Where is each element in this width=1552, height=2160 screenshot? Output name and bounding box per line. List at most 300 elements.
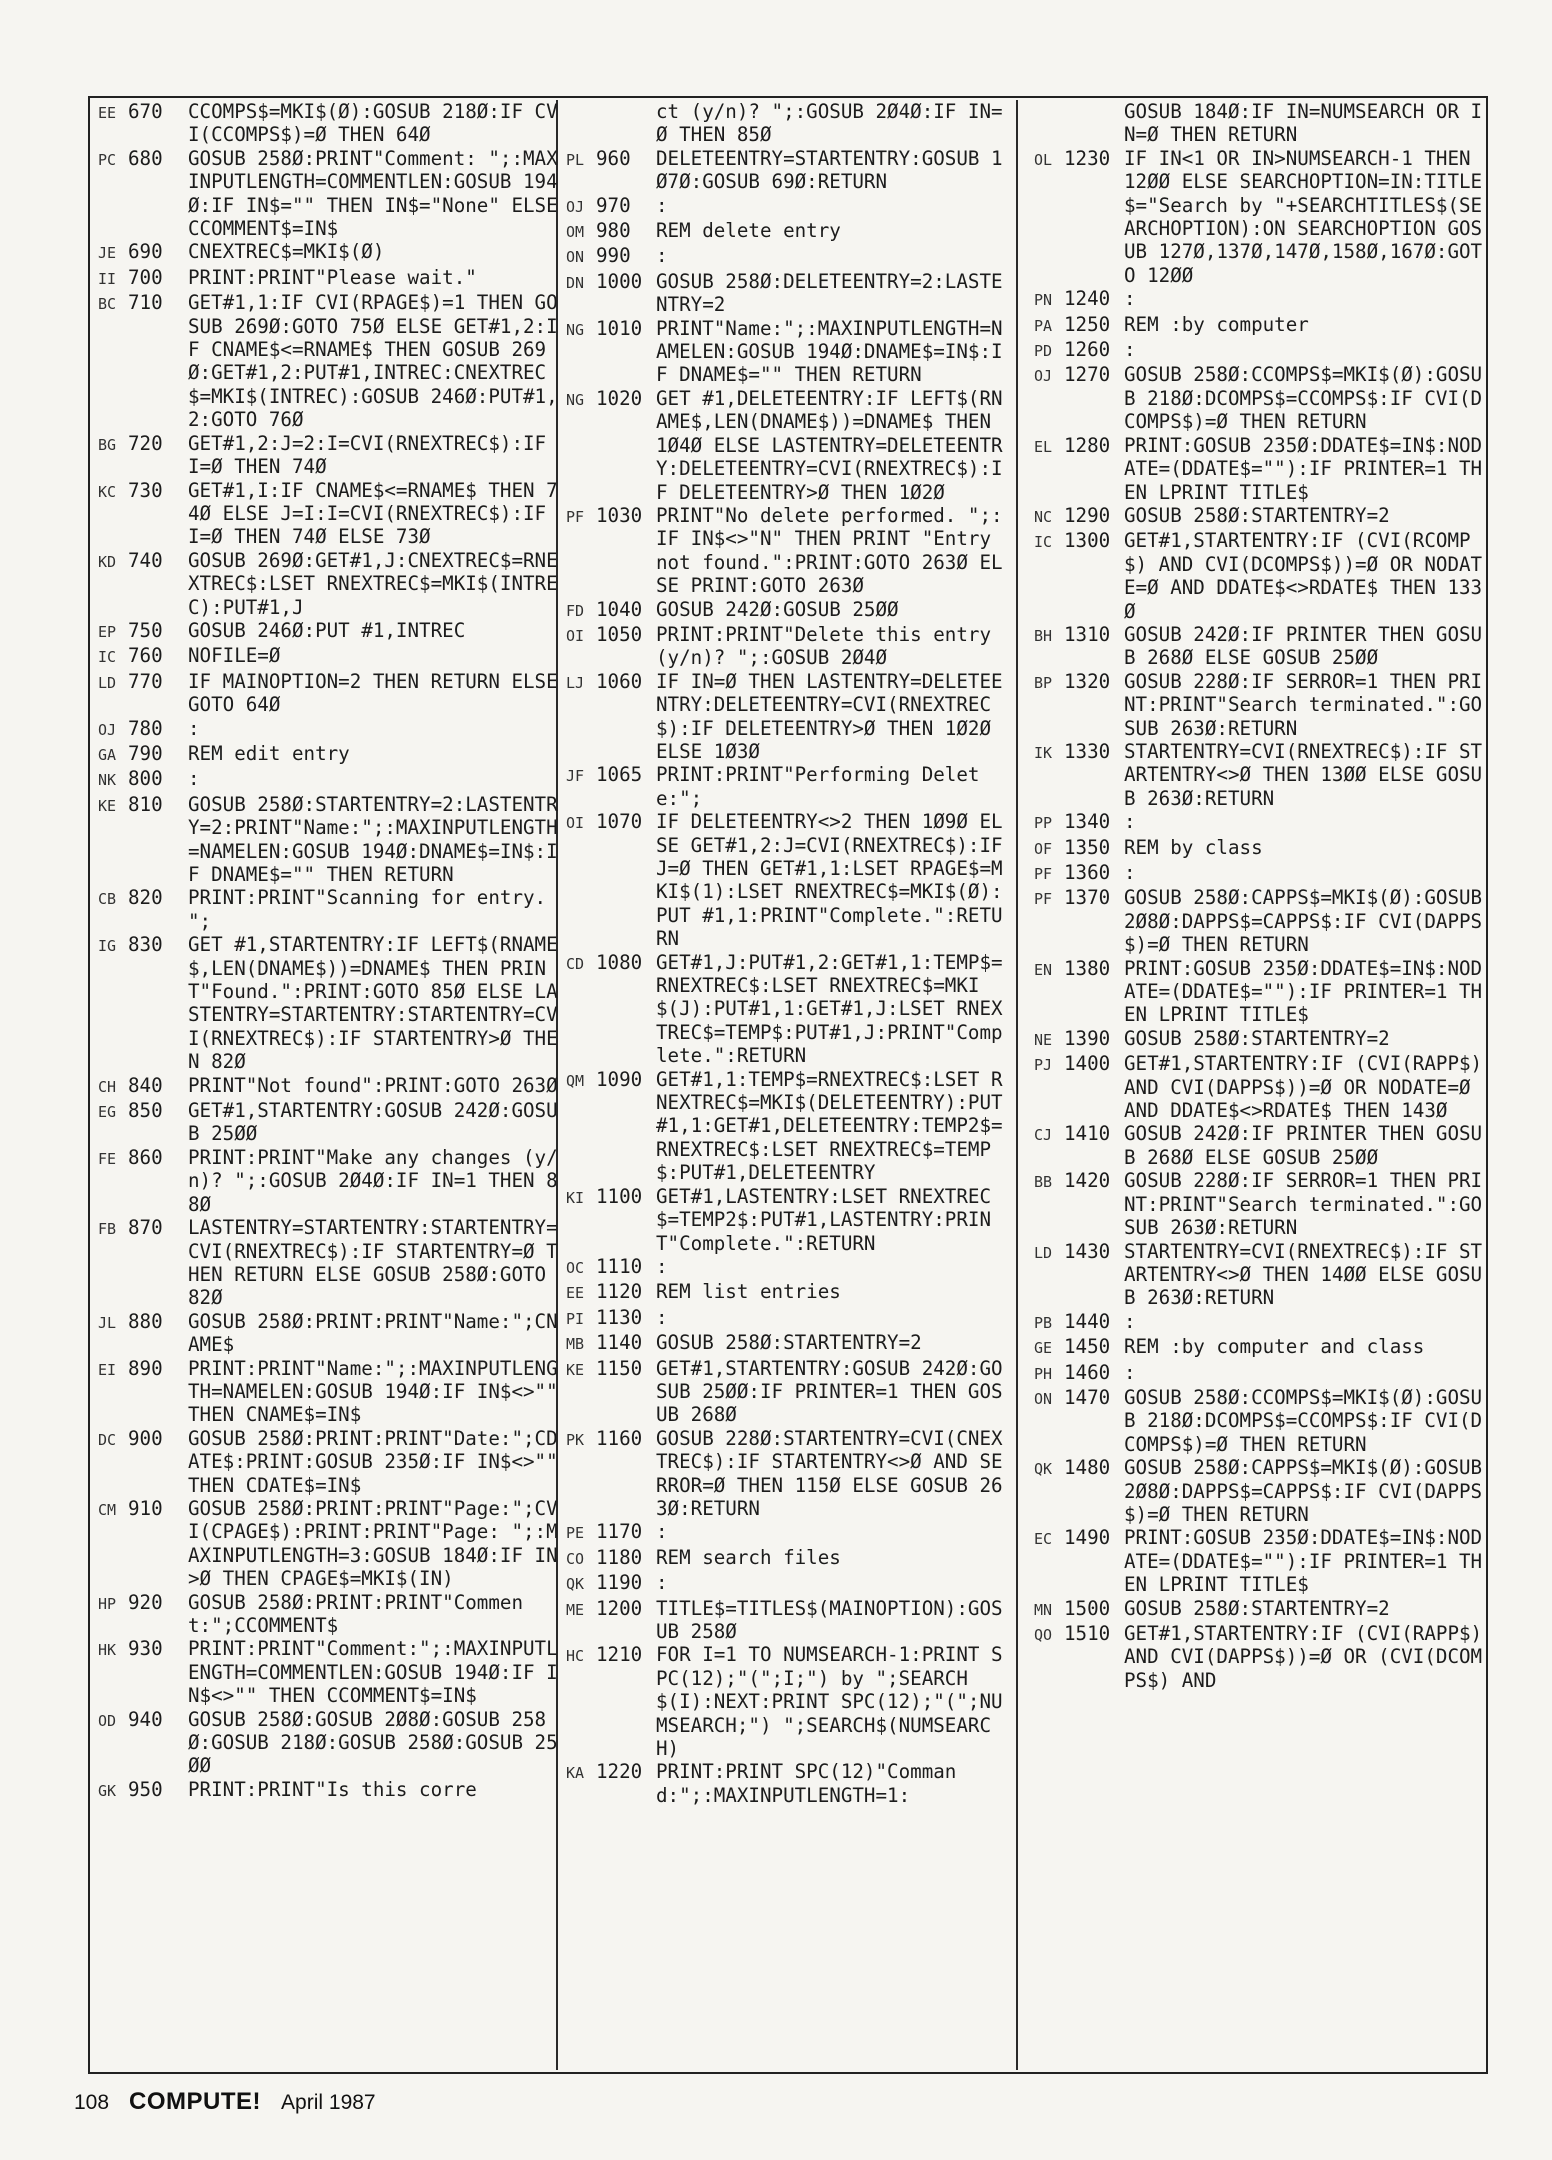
code-line [566,1185,1010,1255]
checksum: NE [1034,1030,1053,1049]
code-line [98,1216,558,1310]
code-line [566,598,1010,623]
code-text: CNEXTREC$=MKI$(Ø) [188,240,385,264]
code-line [98,291,558,431]
checksum: NC [1034,507,1053,526]
checksum: LJ [566,673,585,692]
line-number: 1390 [1064,1026,1111,1050]
checksum: LD [1034,1243,1053,1262]
checksum: BB [1034,1173,1053,1192]
code-text: GOSUB 258Ø:CCOMPS$=MKI$(Ø):GOSUB 218Ø:DCOMPS$=CCOMPS$:IF CVI(DCOMPS$)=Ø THEN RETURN [1124,363,1483,434]
code-line [98,1310,558,1357]
checksum: OD [98,1711,117,1730]
code-line [1034,313,1486,338]
checksum: GE [1034,1339,1053,1358]
code-line [98,644,558,669]
code-line [1034,1622,1494,1692]
code-line [1034,836,1486,861]
line-number: 1370 [1064,886,1111,910]
line-number: 1450 [1064,1335,1111,1359]
code-text: GOSUB 258Ø:GOSUB 2Ø8Ø:GOSUB 258Ø:GOSUB 218Ø:GOSUB 258Ø:GOSUB 25ØØ [188,1707,558,1778]
line-number: 1090 [596,1067,643,1091]
code-text: REM search files [656,1545,841,1569]
checksum [566,100,596,102]
checksum: CH [98,1077,117,1096]
code-text: PRINT:GOSUB 235Ø:DDATE$=IN$:NODATE=(DDATE$=""):IF PRINTER=1 THEN LPRINT TITLE$ [1124,433,1483,504]
checksum: OJ [566,197,585,216]
code-line [98,1778,558,1803]
line-number: 1120 [596,1280,643,1304]
code-line [566,1643,1010,1760]
code-text: PRINT"Not found":PRINT:GOTO 263Ø [188,1073,558,1097]
line-number: 1280 [1064,433,1111,457]
checksum: EI [98,1360,117,1379]
code-line [1034,957,1486,1027]
line-number: 1360 [1064,861,1111,884]
code-text: : [656,1571,668,1595]
code-line [1034,1027,1486,1052]
line-number: 750 [128,618,163,642]
checksum: OC [566,1258,585,1277]
code-text: PRINT:PRINT"Delete this entry (y/n)? ";:GOSUB 2Ø4Ø [656,622,1003,670]
listing-column-1 [98,100,570,2066]
code-line [1034,623,1486,670]
code-line [566,623,1010,670]
code-text: GET#1,LASTENTRY:LSET RNEXTREC$=TEMP2$:PUT#1,LASTENTRY:PRINT"Complete.":RETURN [656,1184,992,1255]
line-number: 1080 [596,950,643,974]
checksum: ON [566,248,585,267]
line-number: 890 [128,1356,163,1380]
code-line [566,504,1010,598]
code-text: GET#1,STARTENTRY:GOSUB 242Ø:GOSUB 25ØØ [188,1099,558,1146]
line-number: 770 [128,669,163,693]
checksum: EE [98,104,117,122]
line-number: 1110 [596,1254,643,1278]
code-line [98,1708,558,1778]
checksum: QK [566,1575,585,1594]
code-line [566,1546,1010,1571]
code-line [566,1357,1010,1427]
code-text: PRINT:GOSUB 235Ø:DDATE$=IN$:NODATE=(DDATE$=""):IF PRINTER=1 THEN LPRINT TITLE$ [1124,1526,1483,1597]
line-number: 1320 [1064,669,1111,693]
code-line [98,266,558,291]
code-line [98,100,558,147]
code-text: REM :by computer and class [1124,1335,1425,1359]
code-text: GET#1,STARTENTRY:IF (CVI(RAPP$) AND CVI(DAPPS$))=Ø OR (CVI(DCOMPS$) AND [1124,1622,1494,1692]
checksum: FB [98,1220,117,1239]
line-number: 810 [128,792,163,816]
checksum: OI [566,626,585,645]
code-text: IF MAINOPTION=2 THEN RETURN ELSE GOTO 64Ø [188,669,570,717]
line-number: 950 [128,1777,163,1801]
issue-date: April 1987 [281,2091,376,2114]
checksum: BP [1034,673,1053,692]
code-text: GET#1,1:TEMP$=RNEXTREC$:LSET RNEXTREC$=MKI$(DELETEENTRY):PUT#1,1:GET#1,DELETEENTRY:TEMP2$=RNEXTREC$:LSET RNEXTREC$=TEMP$:PUT#1,DELETEENTRY [656,1067,1003,1185]
code-line [566,951,1010,1068]
code-text: PRINT:GOSUB 235Ø:DDATE$=IN$:NODATE=(DDATE$=""):IF PRINTER=1 THEN LPRINT TITLE$ [1124,956,1483,1027]
code-line [566,810,1015,951]
code-text: GOSUB 258Ø:PRINT:PRINT"Date:";CDATE$:PRINT:GOSUB 235Ø:IF IN$<>"" THEN CDATE$=IN$ [188,1426,570,1497]
code-text: GOSUB 258Ø:PRINT"Comment: ";:MAXINPUTLENGTH=COMMENTLEN:GOSUB 194Ø:IF IN$="" THEN IN$="None" ELSE CCOMMENT$=IN$ [188,146,570,241]
code-line [566,1520,1010,1545]
checksum: EC [1034,1530,1053,1549]
code-text: GET #1,DELETEENTRY:IF LEFT$(RNAME$,LEN(DNAME$))=DNAME$ THEN 1Ø4Ø ELSE LASTENTRY=DELETEENTRY:DELETEENTRY=CVI(RNEXTREC$):IF DELETEENTRY>Ø THEN 1Ø2Ø [656,386,1003,504]
code-line [1034,338,1486,363]
code-text: GOSUB 258Ø:STARTENTRY=2:LASTENTRY=2:PRINT"Name:";:MAXINPUTLENGTH=NAMELEN:GOSUB 194Ø:DNAME$=IN$:IF DNAME$="" THEN RETURN [188,792,558,886]
line-number: 900 [128,1426,163,1450]
checksum: PL [566,150,585,169]
code-text: REM list entries [656,1280,841,1304]
code-text: : [1124,338,1136,362]
checksum: ON [1034,1389,1053,1408]
checksum: HC [566,1647,585,1666]
checksum: GK [98,1781,117,1800]
code-text: PRINT:PRINT"Scanning for entry. "; [188,886,558,933]
line-number: 730 [128,478,163,502]
line-number: 1230 [1064,146,1111,170]
code-line [1034,434,1486,504]
checksum: QO [1034,1626,1053,1644]
checksum: JE [98,244,117,263]
code-text: STARTENTRY=CVI(RNEXTREC$):IF STARTENTRY<>Ø THEN 13ØØ ELSE GOSUB 263Ø:RETURN [1124,739,1483,810]
checksum [1034,100,1064,102]
checksum: II [98,269,117,288]
line-number: 1460 [1064,1360,1111,1384]
checksum: MB [566,1335,585,1354]
code-text: GET#1,2:J=2:I=CVI(RNEXTREC$):IF I=Ø THEN 74Ø [188,431,558,479]
checksum: EN [1034,960,1053,979]
code-text: PRINT:PRINT"Make any changes (y/n)? ";:GOSUB 2Ø4Ø:IF IN=1 THEN 88Ø [188,1145,558,1216]
code-text: STARTENTRY=CVI(RNEXTREC$):IF STARTENTRY<>Ø THEN 14ØØ ELSE GOSUB 263Ø:RETURN [1124,1239,1483,1310]
code-text: GOSUB 269Ø:GET#1,J:CNEXTREC$=RNEXTREC$:LSET RNEXTREC$=MKI$(INTREC):PUT#1,J [188,548,558,619]
line-number: 1180 [596,1545,643,1569]
line-number: 710 [128,291,163,315]
line-number: 1065 [596,763,643,787]
line-number: 1480 [1064,1456,1111,1480]
code-line [1034,1122,1486,1169]
checksum: PB [1034,1313,1053,1332]
code-text: : [656,1254,668,1278]
line-number: 1190 [596,1571,643,1595]
code-line [1034,1456,1494,1526]
code-line [566,670,1010,764]
checksum: KC [98,482,117,501]
code-line [1034,147,1486,287]
checksum: PF [1034,890,1053,909]
page-footer [74,2088,376,2116]
checksum: KD [98,552,117,571]
line-number: 1070 [596,810,643,834]
code-text: GOSUB 258Ø:PRINT:PRINT"Page:";CVI(CPAGE$):PRINT:PRINT"Page: ";:MAXINPUTLENGTH=3:GOSUB 184Ø:IF IN>Ø THEN CPAGE$=MKI$(IN) [188,1496,558,1591]
code-text: IF IN=Ø THEN LASTENTRY=DELETEENTRY:DELETEENTRY=CVI(RNEXTREC$):IF DELETEENTRY>Ø THEN 1Ø2Ø ELSE 1Ø3Ø [656,669,1003,763]
checksum: HK [98,1641,117,1660]
code-text: : [188,767,200,791]
code-line [98,549,558,619]
checksum: MN [1034,1600,1053,1619]
line-number: 1510 [1064,1622,1111,1645]
listing-column-2 [566,100,1015,2066]
code-line [566,1306,1010,1331]
checksum: BC [98,295,117,314]
code-text: : [188,716,200,740]
code-text: : [656,244,668,268]
code-line [1034,1335,1486,1360]
code-line [566,100,1010,147]
line-number: 1260 [1064,338,1111,362]
checksum: PD [1034,342,1053,361]
code-line [566,763,1010,810]
code-text: : [1124,810,1136,834]
code-line [1034,363,1486,433]
code-text: GOSUB 258Ø:CAPPS$=MKI$(Ø):GOSUB 2Ø8Ø:DAPPS$=CAPPS$:IF CVI(DAPPS$)=Ø THEN RETURN [1124,1456,1494,1526]
code-text: GOSUB 258Ø:STARTENTRY=2 [656,1331,922,1355]
code-line [566,270,1010,317]
code-line [98,767,558,792]
line-number: 690 [128,240,163,264]
code-text: PRINT:PRINT"Please wait." [188,265,477,289]
code-line [98,240,558,265]
magazine-name: COMPUTE! [129,2088,262,2115]
code-line [98,1637,558,1707]
checksum: OJ [98,720,117,739]
checksum: QK [1034,1460,1053,1479]
line-number: 780 [128,716,163,740]
checksum: FD [566,601,585,620]
checksum: CM [98,1500,117,1519]
code-line [566,1331,1010,1356]
checksum: CJ [1034,1126,1053,1145]
line-number: 1340 [1064,810,1111,834]
checksum: CO [566,1549,585,1568]
code-text: GOSUB 242Ø:IF PRINTER THEN GOSUB 268Ø ELSE GOSUB 25ØØ [1124,1122,1483,1169]
code-text: DELETEENTRY=STARTENTRY:GOSUB 1Ø7Ø:GOSUB 69Ø:RETURN [656,146,1003,194]
code-line [566,147,1010,194]
line-number: 1040 [596,597,643,621]
code-text: PRINT:PRINT"Comment:";:MAXINPUTLENGTH=COMMENTLEN:GOSUB 194Ø:IF IN$<>"" THEN CCOMMENT$=IN$ [188,1637,558,1708]
code-line [98,1099,558,1146]
line-number: 1430 [1064,1239,1111,1263]
code-line [98,1591,558,1638]
code-line [1034,1386,1486,1456]
code-text: CCOMPS$=MKI$(Ø):GOSUB 218Ø:IF CVI(CCOMPS$)=Ø THEN 64Ø [188,100,558,147]
checksum: KA [566,1764,585,1783]
checksum: OL [1034,150,1053,169]
code-line [1034,100,1486,147]
checksum: OF [1034,839,1053,858]
line-number: 940 [128,1707,163,1731]
line-number: 1290 [1064,503,1111,527]
code-text: GOSUB 246Ø:PUT #1,INTREC [188,618,466,642]
checksum: LD [98,673,117,692]
code-line [98,619,558,644]
checksum: IC [1034,533,1053,552]
code-text: REM delete entry [656,219,841,243]
line-number: 800 [128,767,163,791]
checksum: DC [98,1430,117,1449]
code-text: LASTENTRY=STARTENTRY:STARTENTRY=CVI(RNEXTREC$):IF STARTENTRY=Ø THEN RETURN ELSE GOSUB 258Ø:GOTO 82Ø [188,1216,558,1310]
line-number: 720 [128,431,163,455]
line-number: 1020 [596,386,643,410]
code-text: GOSUB 258Ø:STARTENTRY=2 [1124,1596,1390,1620]
code-line [98,1146,558,1216]
page-number: 108 [74,2091,110,2114]
code-line [98,1074,558,1099]
line-number: 980 [596,219,631,243]
code-text: REM edit entry [188,741,350,765]
code-line [98,1426,570,1497]
checksum: QM [566,1071,585,1090]
line-number: 1010 [596,316,643,340]
code-text: GET#1,I:IF CNAME$<=RNAME$ THEN 74Ø ELSE J=I:I=CVI(RNEXTREC$):IF I=Ø THEN 74Ø ELSE 73Ø [188,478,558,549]
code-line [98,717,558,742]
line-number: 1330 [1064,739,1111,763]
checksum: NK [98,771,117,790]
code-text: GOSUB 258Ø:CCOMPS$=MKI$(Ø):GOSUB 218Ø:DCOMPS$=CCOMPS$:IF CVI(DCOMPS$)=Ø THEN RETURN [1124,1385,1483,1456]
line-number: 1210 [596,1643,643,1667]
line-number: 1100 [596,1184,643,1208]
line-number: 960 [596,146,631,170]
checksum: CB [98,890,117,909]
line-number: 1300 [1064,529,1111,553]
code-line [98,669,570,717]
code-text: GET#1,1:IF CVI(RPAGE$)=1 THEN GOSUB 269Ø:GOTO 75Ø ELSE GET#1,2:IF CNAME$<=RNAME$ THEN GOSUB 269Ø:GET#1,2:PUT#1,INTREC:CNEXTREC$=MKI$(INTREC):GOSUB 246Ø:PUT#1,2:GOTO 76Ø [188,291,558,432]
code-text: : [656,1520,668,1544]
code-line [566,194,1010,219]
checksum: BG [98,435,117,454]
line-number: 1200 [596,1596,643,1620]
code-text: : [656,193,668,217]
code-line [98,933,558,1073]
code-text: GOSUB 258Ø:CAPPS$=MKI$(Ø):GOSUB 2Ø8Ø:DAPPS$=CAPPS$:IF CVI(DAPPS$)=Ø THEN RETURN [1124,886,1494,957]
checksum: BH [1034,626,1053,645]
code-line [566,219,1010,244]
checksum: PJ [1034,1056,1053,1075]
code-line [1034,1169,1486,1239]
line-number: 1220 [596,1760,643,1784]
listing-column-3 [1034,100,1494,2066]
code-line [1034,740,1486,810]
line-number: 1170 [596,1520,643,1544]
code-text: GOSUB 258Ø:STARTENTRY=2 [1124,1026,1390,1050]
code-line [566,244,1010,269]
code-text: : [656,1305,668,1329]
code-text: GOSUB 258Ø:STARTENTRY=2 [1124,503,1390,527]
code-text: REM :by computer [1124,312,1309,336]
code-line [1034,861,1486,886]
code-text: GOSUB 228Ø:IF SERROR=1 THEN PRINT:PRINT"Search terminated.":GOSUB 263Ø:RETURN [1124,669,1483,740]
code-line [98,742,558,767]
code-line [1034,886,1494,957]
line-number: 820 [128,886,163,910]
checksum: GA [98,745,117,764]
code-text: GOSUB 258Ø:PRINT:PRINT"Comment:";CCOMMENT$ [188,1590,524,1637]
checksum: PC [98,150,117,169]
code-line [1034,1597,1486,1622]
code-line [566,317,1010,387]
line-number: 670 [128,100,163,123]
checksum: KE [98,796,117,815]
line-number: 1240 [1064,287,1111,311]
checksum: IK [1034,743,1053,762]
checksum: PP [1034,814,1053,833]
code-line [98,793,558,887]
checksum: KE [566,1360,585,1379]
line-number: 1410 [1064,1122,1111,1146]
code-line [566,1068,1010,1185]
line-number: 870 [128,1216,163,1240]
line-number: 1500 [1064,1596,1111,1620]
code-text: GET#1,J:PUT#1,2:GET#1,1:TEMP$=RNEXTREC$:LSET RNEXTREC$=MKI$(J):PUT#1,1:GET#1,J:LSET RNEXTREC$=TEMP$:PUT#1,J:PRINT"Complete.":RETURN [656,950,1003,1068]
code-text: : [1124,287,1136,311]
checksum: PN [1034,291,1053,310]
line-number: 790 [128,741,163,765]
line-number: 910 [128,1496,163,1520]
checksum: PF [1034,865,1053,883]
checksum: NG [566,390,585,409]
code-line [1034,1052,1494,1123]
code-line [98,1356,570,1427]
line-number: 760 [128,644,163,668]
line-number: 1140 [596,1331,643,1355]
code-text: REM by class [1124,835,1263,859]
checksum: EL [1034,437,1053,456]
code-line [566,1255,1010,1280]
code-text: FOR I=1 TO NUMSEARCH-1:PRINT SPC(12);"(";I;") by ";SEARCH$(I):NEXT:PRINT SPC(12);"(";NUMSEARCH;") ";SEARCH$(NUMSEARCH) [656,1643,1003,1761]
checksum: JL [98,1313,117,1332]
line-number: 1400 [1064,1052,1111,1076]
line-number: 1030 [596,503,643,527]
code-line [1034,1240,1486,1310]
code-line [98,432,558,479]
checksum: HP [98,1594,117,1613]
code-line [1034,810,1486,835]
code-text: GOSUB 242Ø:IF PRINTER THEN GOSUB 268Ø ELSE GOSUB 25ØØ [1124,622,1483,670]
line-number: 970 [596,193,631,217]
line-number: 930 [128,1637,163,1661]
code-line [566,1427,1010,1521]
code-line [98,886,558,933]
code-text: GOSUB 228Ø:STARTENTRY=CVI(CNEXTREC$):IF STARTENTRY<>Ø AND SERROR=Ø THEN 115Ø ELSE GOSUB 263Ø:RETURN [656,1426,1003,1520]
line-number: 1060 [596,669,643,693]
code-text: ct (y/n)? ";:GOSUB 2Ø4Ø:IF IN=Ø THEN 85Ø [656,100,1003,147]
code-line [98,1497,558,1591]
code-line [98,146,570,241]
code-text: : [1124,1360,1136,1384]
code-text: GOSUB 228Ø:IF SERROR=1 THEN PRINT:PRINT"Search terminated.":GOSUB 263Ø:RETURN [1124,1169,1483,1240]
line-number: 1130 [596,1305,643,1329]
line-number: 1270 [1064,363,1111,387]
code-text: GOSUB 242Ø:GOSUB 25ØØ [656,597,899,621]
checksum: FE [98,1149,117,1168]
code-line [1034,1310,1486,1335]
code-line [1034,529,1486,623]
code-text: PRINT"No delete performed. ";:IF IN$<>"N" THEN PRINT "Entry not found.":PRINT:GOTO 263Ø ELSE PRINT:GOTO 263Ø [656,503,1003,598]
line-number: 1000 [596,269,643,293]
checksum: ME [566,1600,585,1619]
checksum: CD [566,954,585,973]
code-text: TITLE$=TITLES$(MAINOPTION):GOSUB 258Ø [656,1596,1003,1643]
line-number: 990 [596,244,631,268]
checksum: PI [566,1309,585,1328]
code-text: GET #1,STARTENTRY:IF LEFT$(RNAME$,LEN(DNAME$))=DNAME$ THEN PRINT"Found.":PRINT:GOTO 85Ø ELSE LASTENTRY=STARTENTRY:STARTENTRY=CVI(RNEXTREC$):IF STARTENTRY>Ø THEN 82Ø [188,933,558,1074]
checksum: PE [566,1524,585,1543]
code-line [566,1280,1010,1305]
checksum: JF [566,767,585,786]
checksum: NG [566,320,585,339]
line-number: 920 [128,1590,163,1614]
code-text: IF IN<1 OR IN>NUMSEARCH-1 THEN 12ØØ ELSE SEARCHOPTION=IN:TITLE$="Search by "+SEARCHTITLES$(SEARCHOPTION):ON SEARCHOPTION GOSUB 127Ø,137Ø,147Ø,158Ø,167Ø:GOTO 12ØØ [1124,146,1483,287]
code-line [566,387,1010,504]
